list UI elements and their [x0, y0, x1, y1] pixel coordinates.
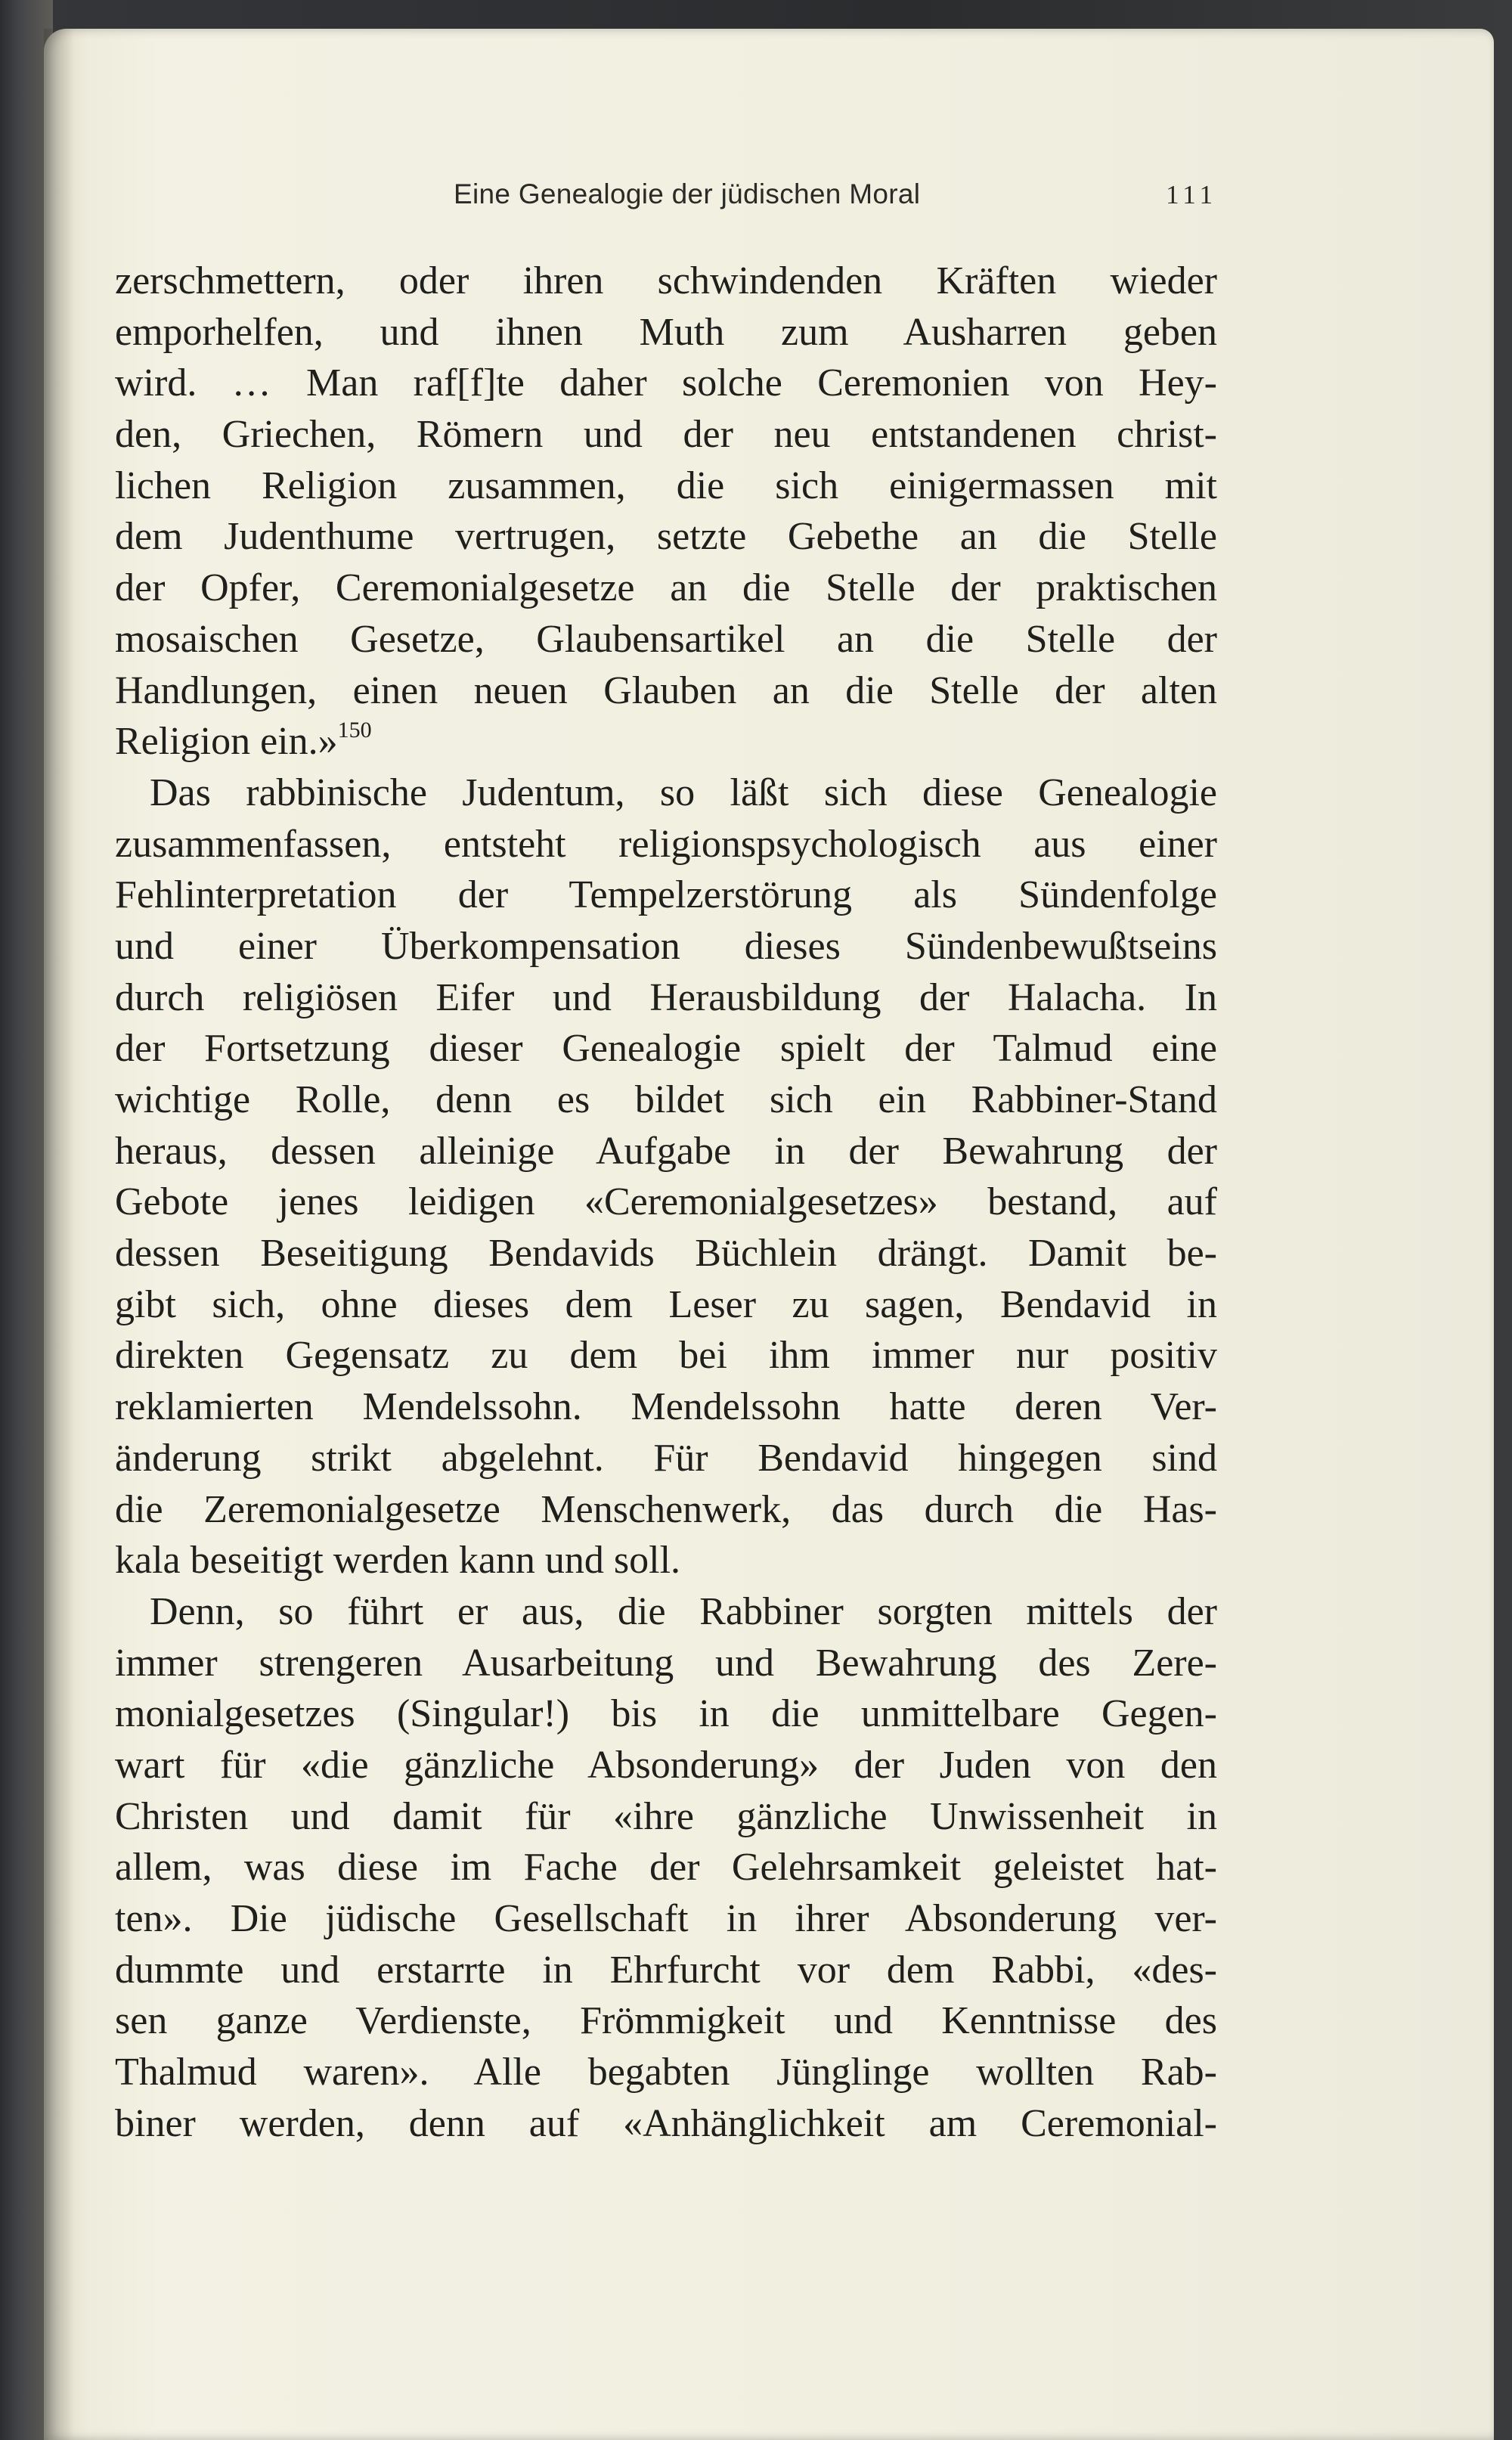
text-line: dem Judenthume vertrugen, setzte Gebethe an die Stelle	[115, 515, 1217, 559]
text-line: Gebote jenes leidigen «Ceremonialgesetzes» bestand, auf	[115, 1180, 1217, 1224]
text-line: Christen und damit für «ihre gänzliche Unwissenheit in	[115, 1794, 1217, 1838]
gutter-shadow	[44, 29, 74, 2440]
text-line: zerschmettern, oder ihren schwindenden Kräften wieder	[115, 259, 1217, 302]
text-line: lichen Religion zusammen, die sich einigermassen mit	[115, 464, 1217, 507]
text-line: der Fortsetzung dieser Genealogie spielt der Talmud eine	[115, 1027, 1217, 1071]
text-line: immer strengeren Ausarbeitung und Bewahrung des Zere-	[115, 1641, 1217, 1685]
text-line: dessen Beseitigung Bendavids Büchlein drängt. Damit be-	[115, 1232, 1217, 1276]
text-line: allem, was diese im Fache der Gelehrsamkeit geleistet hat-	[115, 1846, 1217, 1890]
text-line: Denn, so führt er aus, die Rabbiner sorgten mittels der	[150, 1589, 1217, 1633]
page-header	[454, 178, 1217, 224]
text-line: dummte und erstarrte in Ehrfurcht vor dem Rabbi, «des-	[115, 1948, 1217, 1992]
text-line: wichtige Rolle, denn es bildet sich ein Rabbiner-Stand	[115, 1078, 1217, 1121]
text-line: änderung strikt abgelehnt. Für Bendavid hingegen sind	[115, 1436, 1217, 1480]
text-line: emporhelfen, und ihnen Muth zum Ausharren geben	[115, 310, 1217, 354]
paragraph	[115, 256, 1217, 767]
text-line: Thalmud waren». Alle begabten Jünglinge wollten Rab-	[115, 2051, 1217, 2094]
text-line: monialgesetzes (Singular!) bis in die unmittelbare Gegen-	[115, 1692, 1217, 1736]
last-line-text: Religion ein.»	[115, 720, 338, 764]
text-line: ten». Die jüdische Gesellschaft in ihrer Absonderung ver-	[115, 1897, 1217, 1940]
text-line: Fehlinterpretation der Tempelzerstörung als Sündenfolge	[115, 873, 1217, 917]
text-line: zusammenfassen, entsteht religionspsychologisch aus einer	[115, 822, 1217, 866]
running-title: Eine Genealogie der jüdischen Moral	[454, 178, 921, 209]
text-line: der Opfer, Ceremonialgesetze an die Stelle der praktischen	[115, 566, 1217, 610]
paragraph	[115, 767, 1217, 1586]
text-line: die Zeremonialgesetze Menschenwerk, das durch die Has-	[115, 1487, 1217, 1531]
text-line: wart für «die gänzliche Absonderung» der Juden von den	[115, 1743, 1217, 1787]
text-line: sen ganze Verdienste, Frömmigkeit und Kenntnisse des	[115, 1999, 1217, 2043]
page-number: 111	[1166, 180, 1217, 209]
paragraph	[115, 1586, 1217, 2150]
text-line: durch religiösen Eifer und Herausbildung der Halacha. In	[115, 975, 1217, 1019]
text-line-last	[115, 716, 1217, 767]
text-line: und einer Überkompensation dieses Sündenbewußtseins	[115, 924, 1217, 968]
text-line: den, Griechen, Römern und der neu entstandenen christ-	[115, 413, 1217, 457]
footnote-reference[interactable]: 150	[337, 718, 372, 743]
text-line: direkten Gegensatz zu dem bei ihm immer nur positiv	[115, 1334, 1217, 1378]
text-line: Handlungen, einen neuen Glauben an die Stelle der alten	[115, 668, 1217, 712]
text-line: heraus, dessen alleinige Aufgabe in der Bewahrung der	[115, 1129, 1217, 1173]
body-text	[115, 256, 1217, 2149]
text-line: wird. … Man raf[f]te daher solche Ceremonien von Hey-	[115, 361, 1217, 405]
text-line: Das rabbinische Judentum, so läßt sich diese Genealogie	[150, 770, 1217, 814]
text-line: reklamierten Mendelssohn. Mendelssohn hatte deren Ver-	[115, 1385, 1217, 1429]
text-line: gibt sich, ohne dieses dem Leser zu sagen, Bendavid in	[115, 1282, 1217, 1326]
text-line-last: kala beseitigt werden kann und soll.	[115, 1539, 681, 1583]
text-line: mosaischen Gesetze, Glaubensartikel an die Stelle der	[115, 617, 1217, 661]
text-line: biner werden, denn auf «Anhänglichkeit am Ceremonial-	[115, 2101, 1217, 2145]
